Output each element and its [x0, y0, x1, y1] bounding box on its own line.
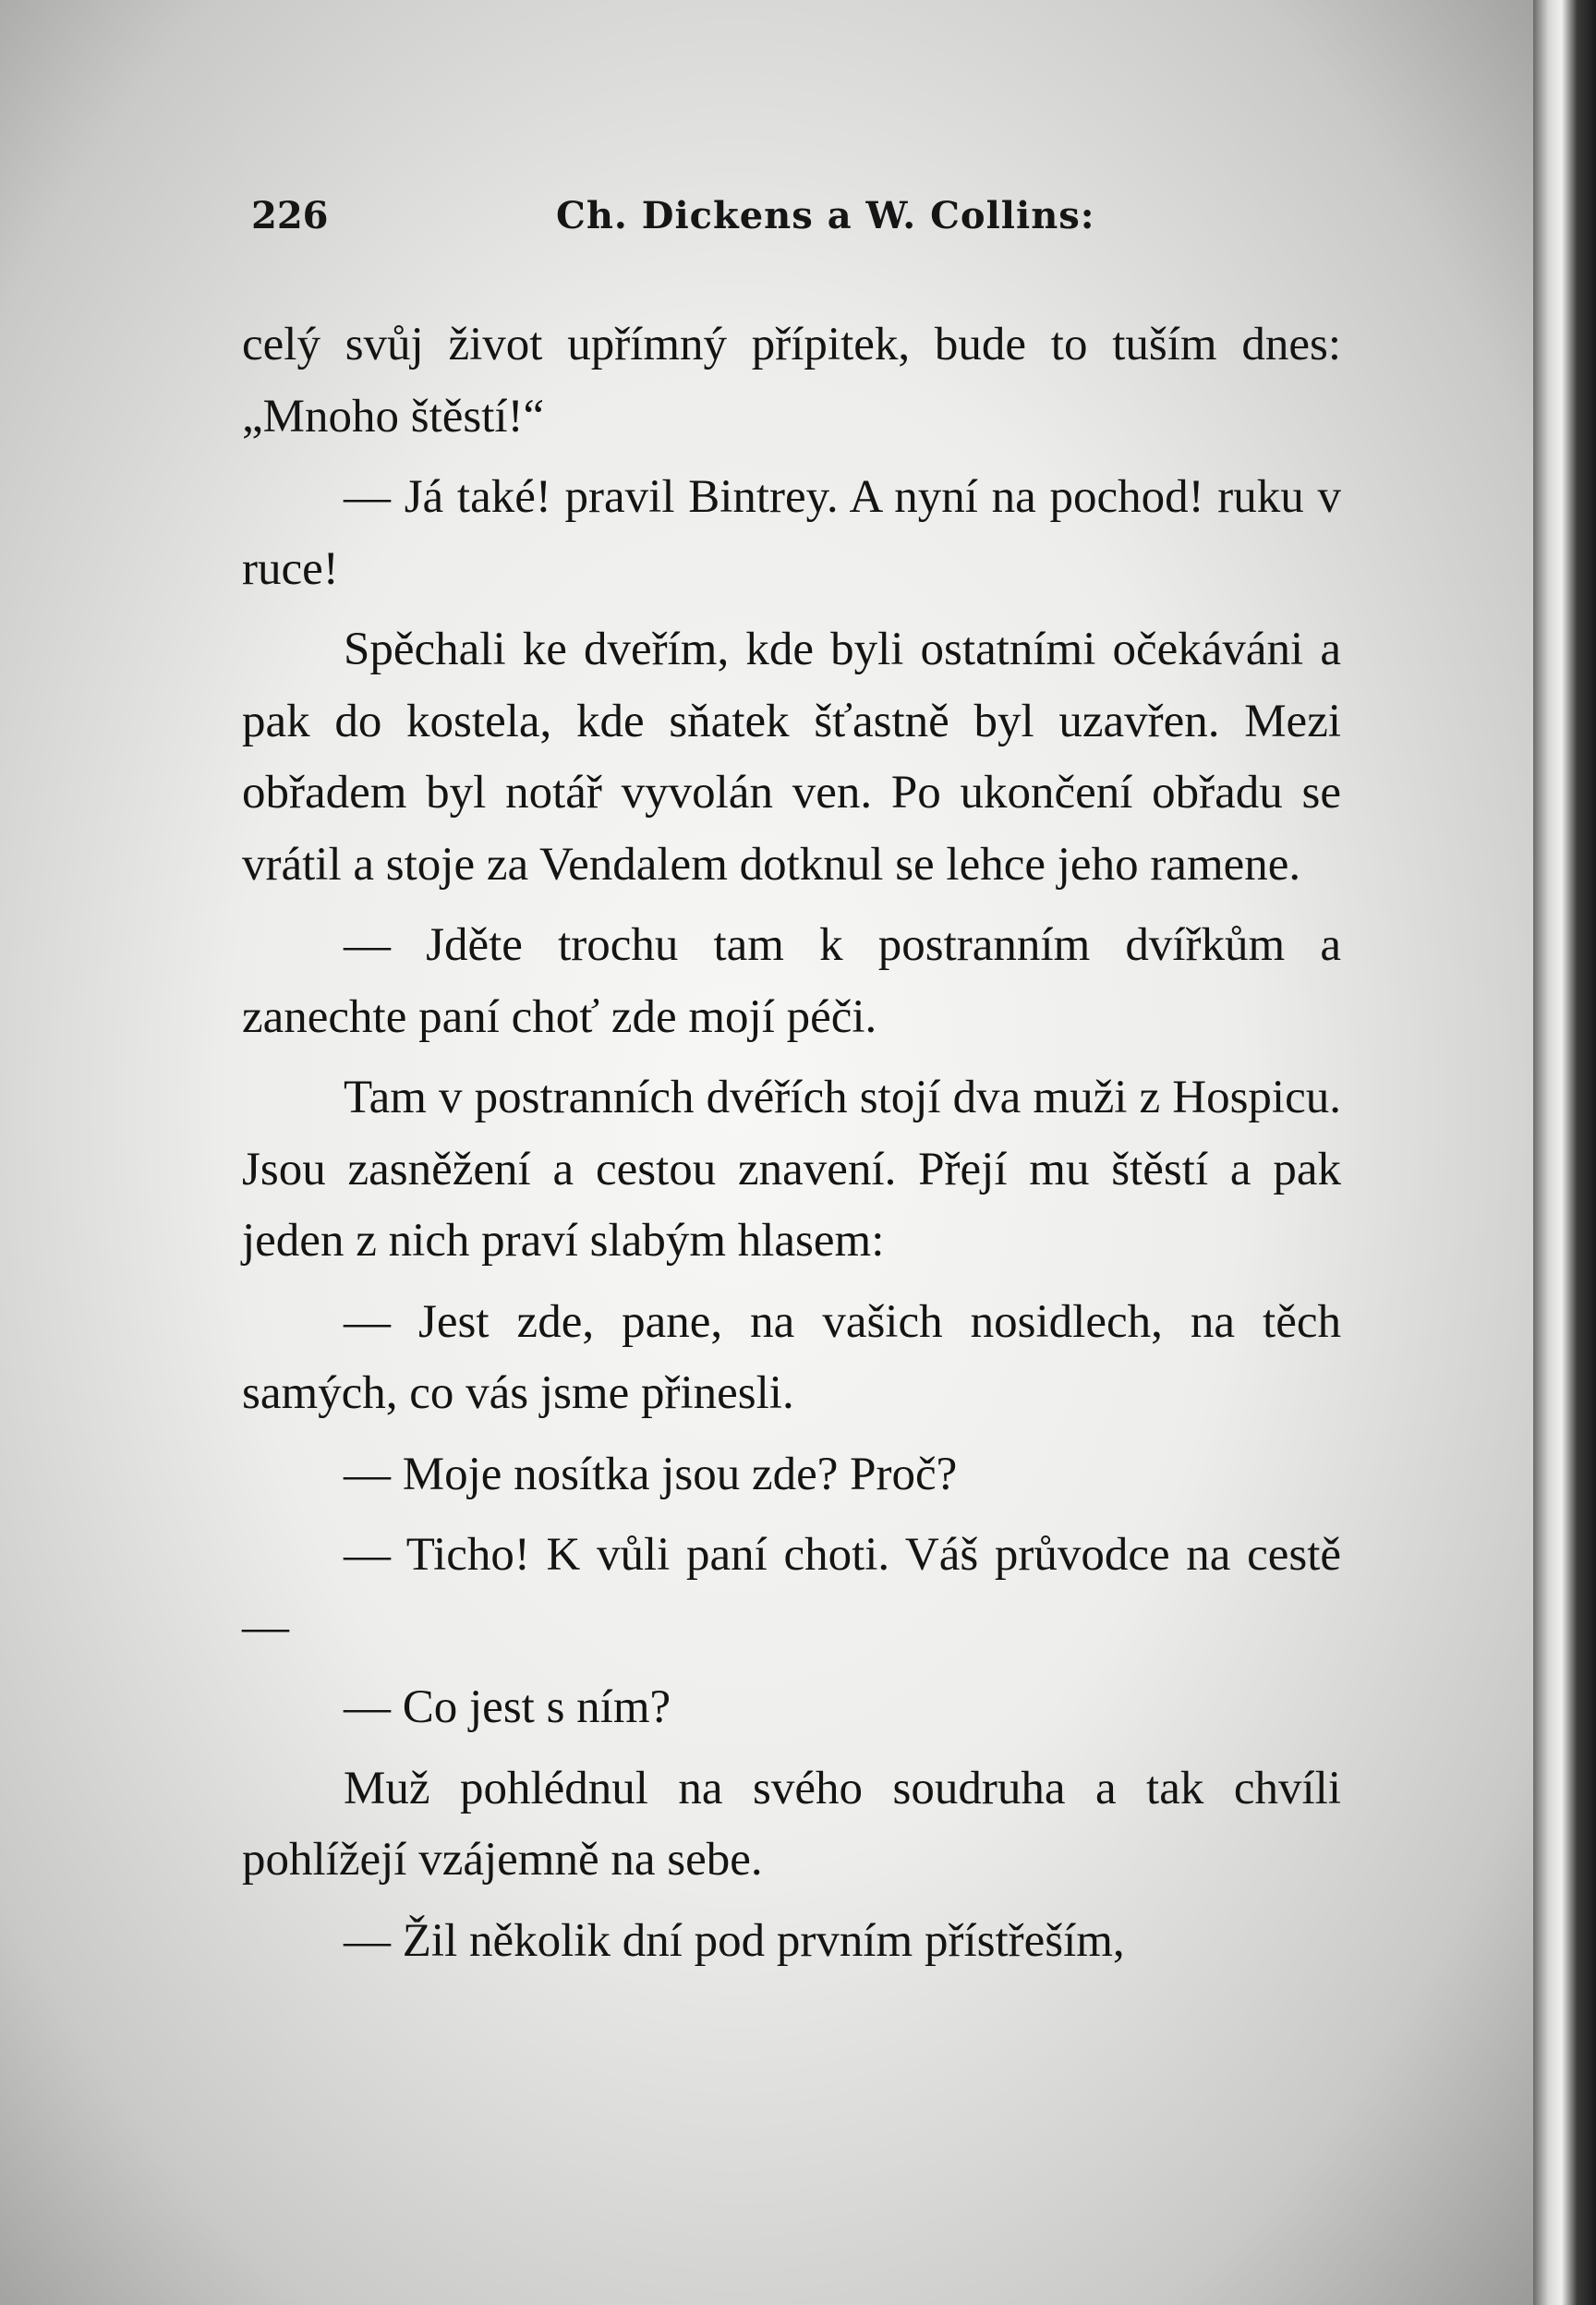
paragraph: — Já také! pravil Bintrey. A nyní na pochod! ruku v ruce! — [242, 471, 1341, 595]
paragraph: — Jest zde, pane, na vašich nosidlech, na těch samých, co vás jsme přinesli. — [242, 1295, 1341, 1419]
paragraph: celý svůj život upřímný přípitek, bude to tuším dnes: „Mnoho štěstí!“ — [242, 319, 1341, 443]
paragraph: — Žil několik dní pod prvním přístřeším, — [344, 1914, 1125, 1967]
paragraph: — Ticho! K vůli paní choti. Váš průvodce na cestě — — [242, 1529, 1341, 1653]
paragraph: — Co jest s ním? — [344, 1681, 671, 1733]
running-head: Ch. Dickens a W. Collins: — [556, 194, 1095, 237]
paragraph: — Moje nosítka jsou zde? Proč? — [344, 1448, 958, 1500]
paragraph: Spěchali ke dveřím, kde byli ostatními očekáváni a pak do kostela, kde sňatek šťastně byl uzavřen. Mezi obřadem byl notář vyvolán ven. Po ukončení obřadu se vrátil a stoje za Vendalem dotknul se lehce jeho ramene. — [242, 624, 1341, 891]
page-header — [251, 194, 1341, 249]
book-spine-edge — [1533, 0, 1596, 2305]
paragraph: — Jděte trochu tam k postranním dvířkům a zanechte paní choť zde mojí péči. — [242, 919, 1341, 1043]
page-number: 226 — [251, 194, 329, 237]
paragraph: Tam v postranních dvéřích stojí dva muži z Hospicu. Jsou zasněžení a cestou znavení. Přejí mu štěstí a pak jeden z nich praví slabým hlasem: — [242, 1072, 1341, 1267]
paragraph: Muž pohlédnul na svého soudruha a tak chvíli pohlížejí vzájemně na sebe. — [242, 1762, 1341, 1886]
page-body — [242, 309, 1341, 1977]
